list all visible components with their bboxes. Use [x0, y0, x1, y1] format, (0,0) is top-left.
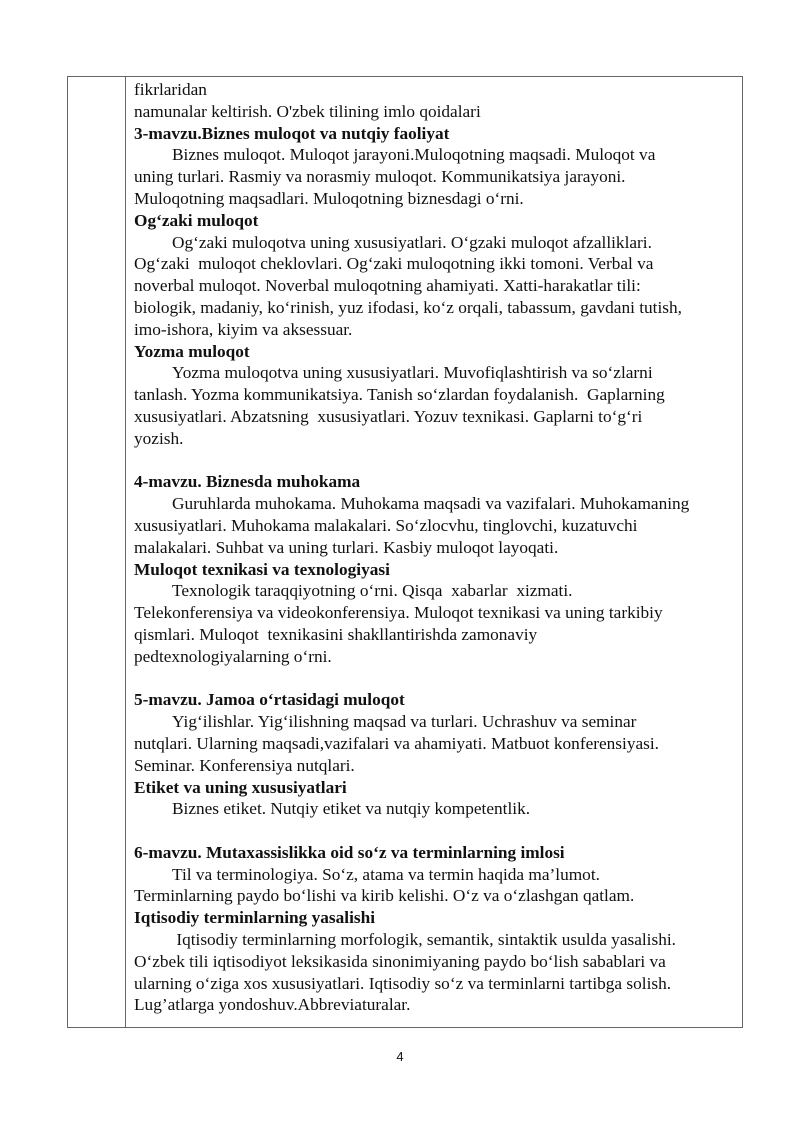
text-line: Muloqotning maqsadlari. Muloqotning biznesdagi o‘rni.	[134, 188, 524, 208]
left-column	[68, 77, 126, 1027]
subsection-heading: Iqtisodiy terminlarning yasalishi	[134, 908, 376, 928]
text-line: namunalar keltirish. O'zbek tilining imlo qoidalari	[134, 101, 481, 121]
section-heading: 3-mavzu.Biznes muloqot va nutqiy faoliyat	[134, 123, 450, 143]
text-line: Terminlarning paydo bo‘lishi va kirib kelishi. O‘z va o‘zlashgan qatlam.	[134, 886, 635, 906]
text-line: pedtexnologiyalarning o‘rni.	[134, 646, 332, 666]
content-table	[67, 76, 743, 1028]
text-line: Seminar. Konferensiya nutqlari.	[134, 755, 355, 775]
subsection-heading: Og‘zaki muloqot	[134, 210, 259, 230]
text-line: nutqlari. Ularning maqsadi,vazifalari va ahamiyati. Matbuot konferensiyasi.	[134, 733, 659, 753]
spacer	[134, 820, 740, 842]
text-line: Yig‘ilishlar. Yig‘ilishning maqsad va turlari. Uchrashuv va seminar	[172, 712, 637, 732]
text-line: malakalari. Suhbat va uning turlari. Kasbiy muloqot layoqati.	[134, 537, 559, 557]
text-line: noverbal muloqot. Noverbal muloqotning ahamiyati. Xatti-harakatlar tili:	[134, 276, 641, 296]
text-line: Telekonferensiya va videokonferensiya. Muloqot texnikasi va uning tarkibiy	[134, 603, 663, 623]
spacer	[134, 450, 740, 472]
text-line: xususiyatlari. Abzatsning xususiyatlari. Yozuv texnikasi. Gaplarni to‘g‘ri	[134, 406, 643, 426]
text-line: uning turlari. Rasmiy va norasmiy muloqot. Kommunikatsiya jarayoni.	[134, 167, 626, 187]
text-line: fikrlaridan	[134, 80, 207, 99]
subsection-heading: Yozma muloqot	[134, 341, 250, 361]
subsection-heading: Muloqot texnikasi va texnologiyasi	[134, 559, 390, 579]
text-line: qismlari. Muloqot texnikasini shakllantirishda zamonaviy	[134, 624, 538, 644]
section-heading: 4-mavzu. Biznesda muhokama	[134, 472, 361, 492]
text-line: Yozma muloqotva uning xususiyatlari. Muvofiqlashtirish va so‘zlarni	[172, 363, 653, 383]
page-number: 4	[396, 1049, 404, 1064]
text-line: ularning o‘ziga xos xususiyatlari. Iqtisodiy so‘z va terminlarni tartibga solish.	[134, 973, 672, 993]
text-line: yozish.	[134, 428, 184, 448]
spacer	[134, 668, 740, 690]
text-line: imo-ishora, kiyim va aksessuar.	[134, 319, 353, 339]
text-line: Lug’atlarga yondoshuv.Abbreviaturalar.	[134, 995, 411, 1015]
text-line: Biznes muloqot. Muloqot jarayoni.Muloqotning maqsadi. Muloqot va	[172, 145, 656, 165]
text-line: tanlash. Yozma kommunikatsiya. Tanish so‘zlardan foydalanish. Gaplarning	[134, 385, 665, 405]
section-heading: 6-mavzu. Mutaxassislikka oid so‘z va terminlarning imlosi	[134, 842, 565, 862]
text-line: Iqtisodiy terminlarning morfologik, semantik, sintaktik usulda yasalishi.	[172, 930, 676, 950]
section-heading: 5-mavzu. Jamoa o‘rtasidagi muloqot	[134, 690, 405, 710]
text-line: Biznes etiket. Nutqiy etiket va nutqiy kompetentlik.	[172, 799, 531, 819]
right-column	[134, 77, 740, 1016]
text-line: Og‘zaki muloqotva uning xususiyatlari. O‘gzaki muloqot afzalliklari.	[172, 232, 652, 252]
subsection-heading: Etiket va uning xususiyatlari	[134, 777, 347, 797]
text-line: O‘zbek tili iqtisodiyot leksikasida sinonimiyaning paydo bo‘lish sabablari va	[134, 951, 666, 971]
text-line: xususiyatlari. Muhokama malakalari. So‘zlocvhu, tinglovchi, kuzatuvchi	[134, 515, 638, 535]
text-line: biologik, madaniy, ko‘rinish, yuz ifodasi, ko‘z orqali, tabassum, gavdani tutish,	[134, 297, 682, 317]
text-line: Texnologik taraqqiyotning o‘rni. Qisqa xabarlar xizmati.	[172, 581, 573, 601]
text-line: Guruhlarda muhokama. Muhokama maqsadi va vazifalari. Muhokamaning	[172, 494, 690, 514]
text-line: Og‘zaki muloqot cheklovlari. Og‘zaki muloqotning ikki tomoni. Verbal va	[134, 254, 654, 274]
text-line: Til va terminologiya. So‘z, atama va termin haqida ma’lumot.	[172, 864, 600, 884]
